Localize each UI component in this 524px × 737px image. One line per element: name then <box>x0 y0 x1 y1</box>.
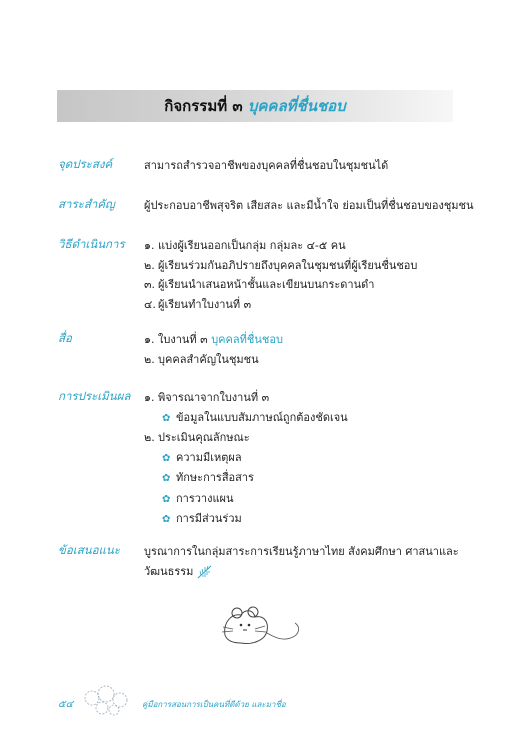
activity-title-prefix: กิจกรรมที่ ๓ <box>164 97 243 115</box>
flower-bullet-icon: ✿ <box>162 514 171 525</box>
sub-item: ✿ การวางแผน <box>144 489 478 510</box>
sub-item: ✿ ข้อมูลในแบบสัมภาษณ์ถูกต้องชัดเจน <box>144 408 478 429</box>
sub-item: ✿ การมีส่วนร่วม <box>144 509 478 530</box>
section-label: ข้อเสนอแนะ <box>58 543 120 557</box>
flower-bullet-icon: ✿ <box>162 493 171 505</box>
section-label: การประเมินผล <box>58 389 131 403</box>
list-item: ๓. ผู้เรียนนำเสนอหน้าชั้นและเขียนบนกระดานดำ <box>144 278 375 291</box>
list-item: ๒. บุคคลสำคัญในชุมชน <box>144 352 259 366</box>
list-item: ๑. แบ่งผู้เรียนออกเป็นกลุ่ม กลุ่มละ ๔-๕ คน <box>144 239 346 252</box>
suggestion-text: บูรณาการในกลุ่มสาระการเรียนรู้ภาษาไทย สังคมศึกษา ศาสนาและวัฒนธรรม <box>144 545 459 578</box>
activity-title-accent: บุคคลที่ชื่นชอบ <box>247 97 346 115</box>
page-number: ๕๔ <box>58 699 74 710</box>
list-item: ๑. ใบงานที่ ๓ บุคคลที่ชื่นชอบ <box>144 333 283 346</box>
section-label: สื่อ <box>58 331 72 345</box>
flower-bullet-icon: ✿ <box>162 412 171 424</box>
list-item: ๒. ประเมินคุณลักษณะ <box>144 431 250 444</box>
title-bar <box>57 90 453 122</box>
page-footer <box>52 690 286 720</box>
list-item: ๑. พิจารณาจากใบงานที่ ๓ <box>144 391 270 404</box>
list-item: ๔. ผู้เรียนทำใบงานที่ ๓ <box>144 297 252 311</box>
mouse-illustration <box>215 603 305 653</box>
objective-text: สามารถสำรวจอาชีพของบุคคลที่ชื่นชอบในชุมชนได้ <box>144 159 389 172</box>
activity-title <box>57 94 453 118</box>
sub-item: ✿ ความมีเหตุผล <box>144 448 478 469</box>
worksheet-accent: บุคคลที่ชื่นชอบ <box>211 333 283 346</box>
flower-bullet-icon: ✿ <box>162 473 171 484</box>
leaf-icon <box>197 565 213 579</box>
list-item: ๒. ผู้เรียนร่วมกันอภิปรายถึงบุคคลในชุมชนที่ผู้เรียนชื่นชอบ <box>144 258 418 272</box>
section-label: วิธีดำเนินการ <box>58 237 125 251</box>
section-label: สาระสำคัญ <box>58 197 115 211</box>
footer-title: คู่มือการสอนการเป็นคนที่ดีด้วย และมาชื่อ <box>142 700 286 709</box>
sub-item: ✿ ทักษะการสื่อสาร <box>144 468 478 489</box>
section-label: จุดประสงค์ <box>58 157 113 171</box>
flower-decoration-icon <box>80 684 135 718</box>
essence-text: ผู้ประกอบอาชีพสุจริต เสียสละ และมีน้ำใจ ย่อมเป็นที่ชื่นชอบของชุมชน <box>144 199 474 212</box>
flower-bullet-icon: ✿ <box>162 452 171 464</box>
